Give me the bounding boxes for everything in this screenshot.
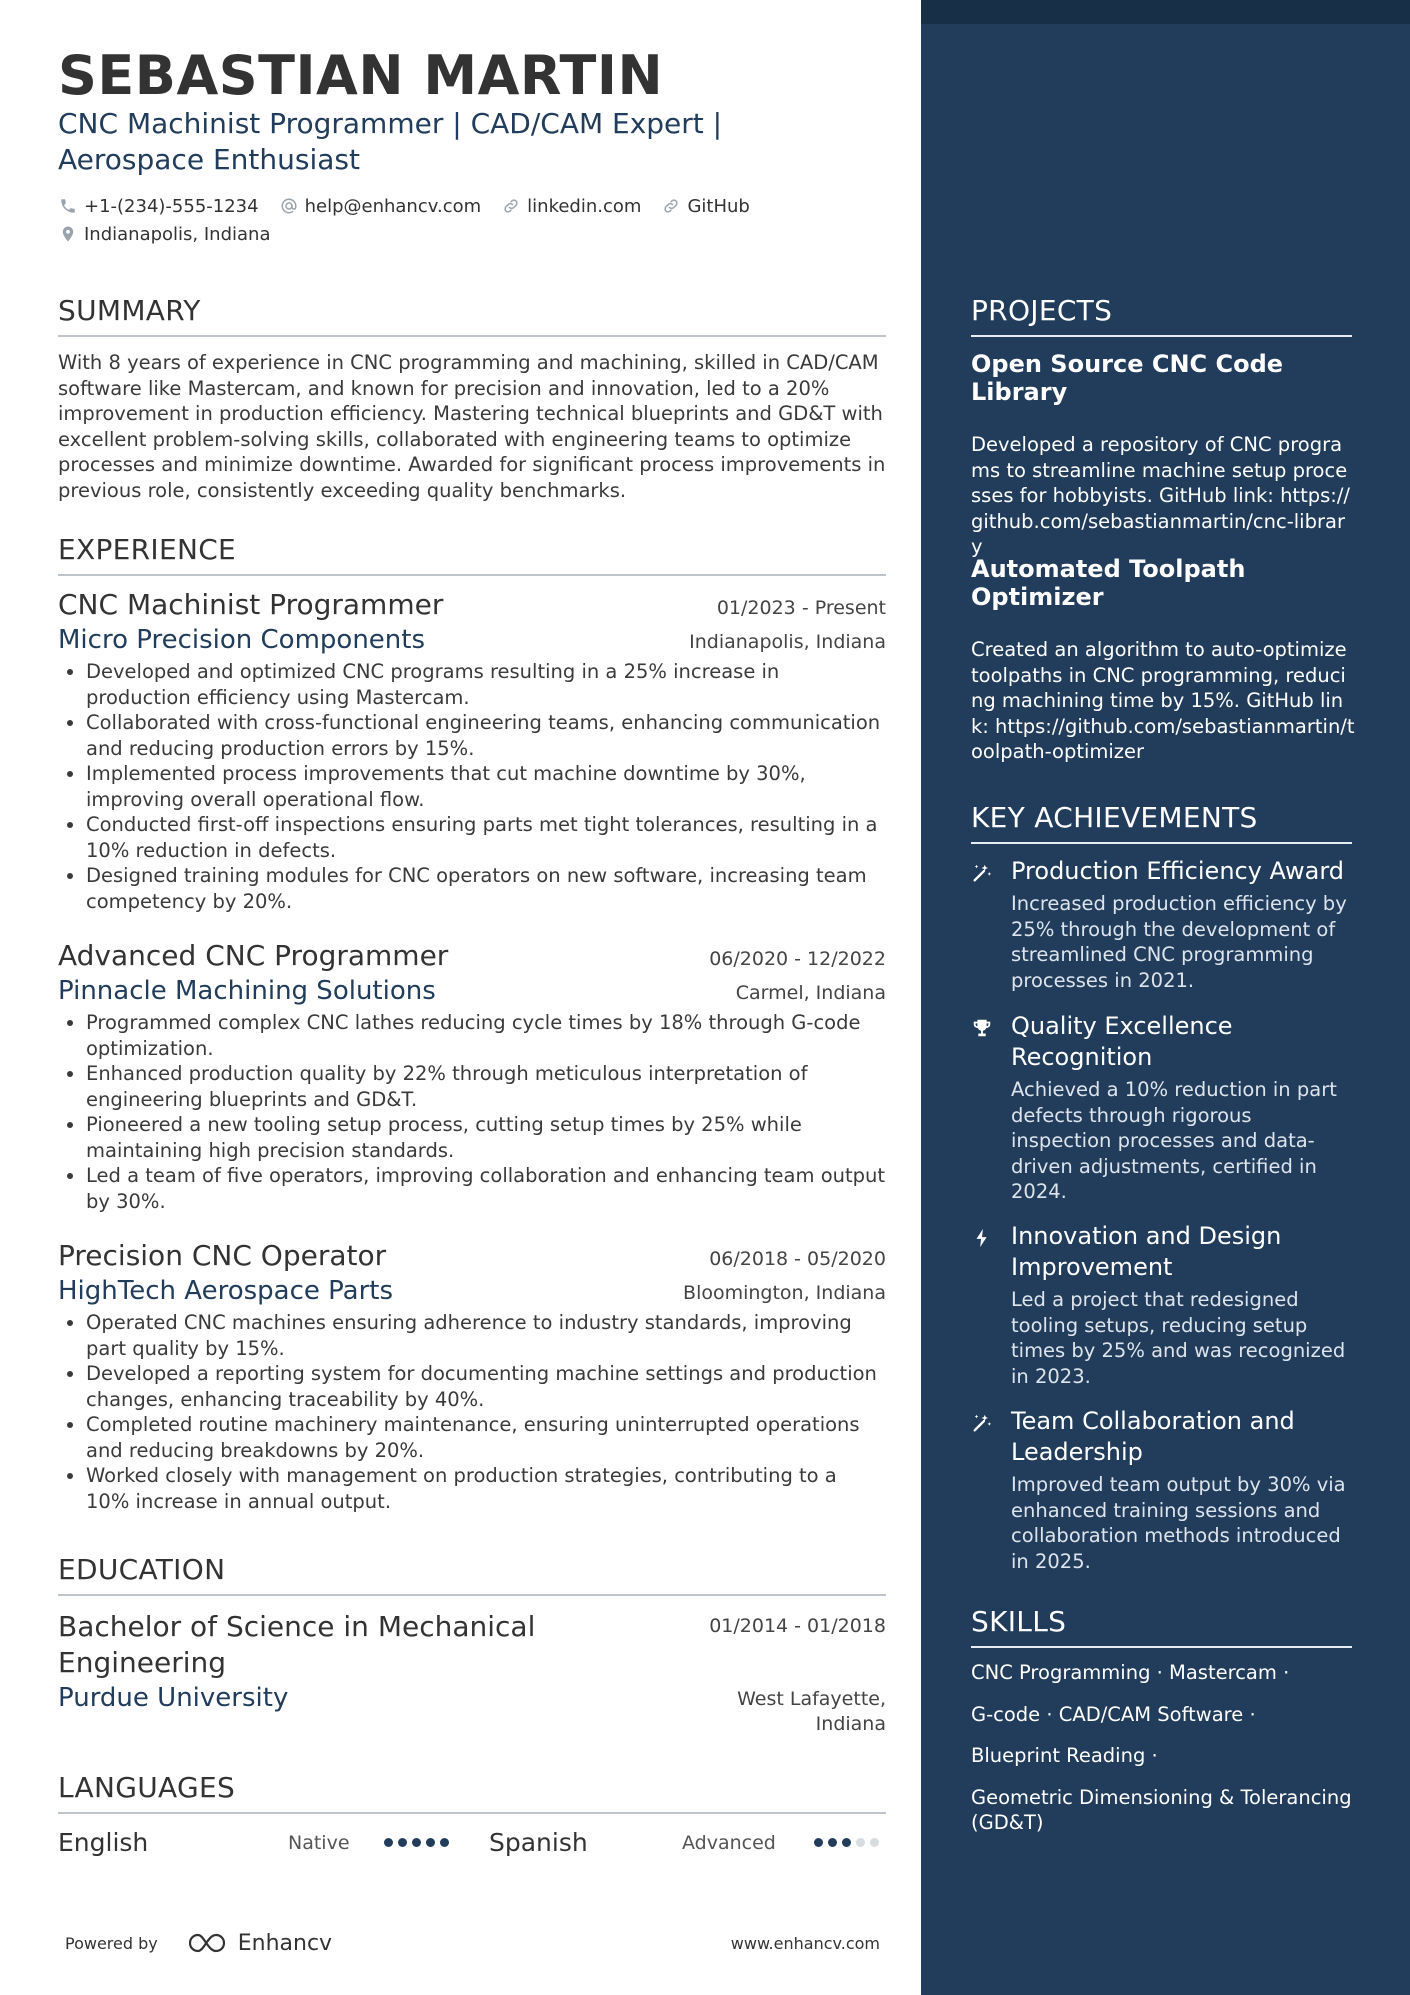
language-name: Spanish: [489, 1827, 588, 1857]
location-text: Indianapolis, Indiana: [84, 223, 271, 245]
bullet-item: • Completed routine machinery maintenance, ensuring uninterrupted operations and reducing breakdowns by 20%.: [86, 1412, 886, 1463]
lightning-bolt-icon: [971, 1227, 995, 1251]
experience-item: [58, 588, 886, 914]
achievement-description: Increased production efficiency by 25% through the development of streamlined CNC programming processes in 2021.: [1011, 892, 1347, 992]
languages-heading: LANGUAGES: [58, 1771, 886, 1814]
job-dates: 06/2020 - 12/2022: [709, 948, 886, 970]
achievement-title: Team Collaboration and Leadership: [1011, 1407, 1295, 1466]
projects-heading: PROJECTS: [971, 294, 1352, 337]
education-item: [58, 1609, 886, 1737]
skills-list: [971, 1660, 1356, 1852]
summary-text: With 8 years of experience in CNC programming and machining, skilled in CAD/CAM software like Mastercam, and known for precision and innovation, led to a 20% improvement in production efficiency. Mastering technical blueprints and GD&T with excellent problem-solving skills, collaborated with engineering teams to optimize processes and minimize downtime. Awarded for significant process improvements in previous role, consistently exceeding quality benchmarks.: [58, 351, 886, 502]
job-bullets: [58, 1310, 886, 1514]
job-company: Pinnacle Machining Solutions: [58, 976, 436, 1006]
link-icon: [661, 196, 681, 216]
degree: Bachelor of Science in Mechanical Engineering: [58, 1610, 536, 1679]
map-pin-icon: [58, 224, 78, 244]
enhancv-logo[interactable]: [186, 1931, 332, 1956]
job-bullets: [58, 1010, 886, 1214]
job-location: Carmel, Indiana: [735, 982, 886, 1004]
linkedin-contact[interactable]: [501, 196, 641, 217]
bullet-item: • Programmed complex CNC lathes reducing cycle times by 18% through G-code optimization.: [86, 1010, 886, 1061]
achievement-description: Led a project that redesigned tooling setups, reducing setup times by 25% and was recognized in 2023.: [1011, 1288, 1346, 1388]
language-level: Native: [288, 1832, 350, 1854]
language-item: [489, 1826, 588, 1858]
education-heading: EDUCATION: [58, 1553, 886, 1596]
achievement-item: [971, 1406, 1356, 1574]
job-company: HighTech Aerospace Parts: [58, 1276, 394, 1306]
skill-line: Blueprint Reading ·: [971, 1744, 1158, 1767]
experience-item: [58, 939, 886, 1214]
project-title: Open Source CNC Code Library: [971, 350, 1284, 406]
job-bullets: [58, 659, 886, 914]
skill-line: Geometric Dimensioning & Tolerancing (GD&T): [971, 1785, 1352, 1834]
language-level: Advanced: [682, 1832, 776, 1854]
phone-text: +1-(234)-555-1234: [84, 195, 259, 217]
powered-by: [65, 1931, 332, 1956]
project-description: Created an algorithm to auto-optimize toolpaths in CNC programming, reducing machining time by 15%. GitHub link: https://github.com/sebastianmartin/toolpath-optimizer: [971, 638, 1355, 763]
bullet-item: • Conducted first-off inspections ensuring parts met tight tolerances, resulting in a 10% reduction in defects.: [86, 812, 886, 863]
phone-icon: [58, 196, 78, 216]
job-company: Micro Precision Components: [58, 625, 426, 655]
skills-heading: SKILLS: [971, 1605, 1352, 1648]
infinity-logo-icon: [186, 1931, 232, 1955]
bullet-item: • Operated CNC machines ensuring adherence to industry standards, improving part quality by 15%.: [86, 1310, 886, 1361]
achievement-item: [971, 856, 1356, 993]
project-item: [971, 350, 1356, 560]
job-dates: 01/2023 - Present: [716, 597, 886, 619]
footer: [65, 1928, 880, 1958]
project-item: [971, 555, 1356, 765]
powered-by-label: Powered by: [65, 1933, 158, 1953]
rating-dot-filled: [814, 1838, 823, 1847]
experience-heading: EXPERIENCE: [58, 533, 886, 576]
email-contact[interactable]: [279, 196, 482, 217]
rating-dot-filled: [412, 1838, 421, 1847]
bullet-item: • Led a team of five operators, improving collaboration and enhancing team output by 30%.: [86, 1163, 886, 1214]
rating-dot-filled: [842, 1838, 851, 1847]
bullet-item: • Designed training modules for CNC operators on new software, increasing team competency by 20%.: [86, 863, 886, 914]
magic-wand-icon: [971, 1412, 995, 1436]
sidebar-top-bar: [921, 0, 1410, 24]
magic-wand-icon: [971, 862, 995, 886]
bullet-item: • Collaborated with cross-functional engineering teams, enhancing communication and reducing production errors by 15%.: [86, 710, 886, 761]
brand-name: Enhancv: [237, 1930, 333, 1956]
github-text: GitHub: [687, 195, 750, 217]
project-title: Automated Toolpath Optimizer: [971, 555, 1246, 611]
bullet-item: • Enhanced production quality by 22% through meticulous interpretation of engineering blueprints and GD&T.: [86, 1061, 886, 1112]
languages-list: [58, 1826, 886, 1858]
rating-dot-filled: [398, 1838, 407, 1847]
bullet-item: • Implemented process improvements that cut machine downtime by 30%, improving overall operational flow.: [86, 761, 886, 812]
link-icon: [501, 196, 521, 216]
rating-dot-filled: [440, 1838, 449, 1847]
candidate-name: SEBASTIAN MARTIN: [58, 44, 664, 107]
achievement-item: [971, 1221, 1356, 1389]
skill-line: CNC Programming · Mastercam ·: [971, 1661, 1290, 1684]
email-text: help@enhancv.com: [304, 195, 482, 217]
rating-dot-filled: [426, 1838, 435, 1847]
bullet-item: • Pioneered a new tooling setup process, cutting setup times by 25% while maintaining high precision standards.: [86, 1112, 886, 1163]
language-rating: [384, 1838, 454, 1847]
education-dates: 01/2014 - 01/2018: [709, 1615, 886, 1637]
rating-dot-empty: [856, 1838, 865, 1847]
language-item: [58, 1826, 148, 1858]
contact-info: [58, 192, 878, 248]
achievement-description: Improved team output by 30% via enhanced training sessions and collaboration methods introduced in 2025.: [1011, 1473, 1346, 1573]
rating-dot-filled: [828, 1838, 837, 1847]
achievements-heading: KEY ACHIEVEMENTS: [971, 801, 1352, 844]
job-dates: 06/2018 - 05/2020: [709, 1248, 886, 1270]
rating-dot-empty: [870, 1838, 879, 1847]
linkedin-text: linkedin.com: [527, 195, 642, 217]
achievement-title: Production Efficiency Award: [1011, 857, 1345, 885]
rating-dot-filled: [384, 1838, 393, 1847]
skill-line: G-code · CAD/CAM Software ·: [971, 1702, 1256, 1726]
achievement-item: [971, 1011, 1356, 1205]
at-sign-icon: [279, 196, 299, 216]
job-location: Indianapolis, Indiana: [689, 631, 886, 653]
job-location: Bloomington, Indiana: [683, 1282, 886, 1304]
footer-url[interactable]: www.enhancv.com: [730, 1933, 880, 1953]
location-contact: [58, 224, 271, 245]
language-name: English: [58, 1827, 149, 1857]
bullet-item: • Developed and optimized CNC programs resulting in a 25% increase in production efficiency using Mastercam.: [86, 659, 886, 710]
job-title: CNC Machinist Programmer: [58, 588, 444, 621]
github-contact[interactable]: [661, 196, 749, 217]
headline: CNC Machinist Programmer | CAD/CAM Expert | Aerospace Enthusiast: [58, 107, 723, 176]
education-location: West Lafayette, Indiana: [737, 1688, 886, 1735]
trophy-icon: [971, 1017, 995, 1041]
achievement-title: Quality Excellence Recognition: [1011, 1012, 1233, 1071]
bullet-item: • Developed a reporting system for documenting machine settings and production changes, enhancing traceability by 40%.: [86, 1361, 886, 1412]
phone-contact[interactable]: [58, 196, 259, 217]
job-title: Precision CNC Operator: [58, 1239, 387, 1272]
achievement-title: Innovation and Design Improvement: [1011, 1222, 1282, 1281]
achievement-description: Achieved a 10% reduction in part defects through rigorous inspection processes and data-driven adjustments, certified in 2024.: [1011, 1078, 1337, 1203]
experience-item: [58, 1239, 886, 1514]
job-title: Advanced CNC Programmer: [58, 939, 449, 972]
school: Purdue University: [58, 1683, 289, 1713]
language-rating: [814, 1838, 884, 1847]
sidebar: [921, 0, 1410, 1995]
bullet-item: • Worked closely with management on production strategies, contributing to a 10% increase in annual output.: [86, 1463, 886, 1514]
summary-heading: SUMMARY: [58, 294, 886, 337]
project-description: Developed a repository of CNC programs to streamline machine setup processes for hobbyists. GitHub link: https://github.com/sebastianmartin/cnc-library: [971, 433, 1350, 558]
